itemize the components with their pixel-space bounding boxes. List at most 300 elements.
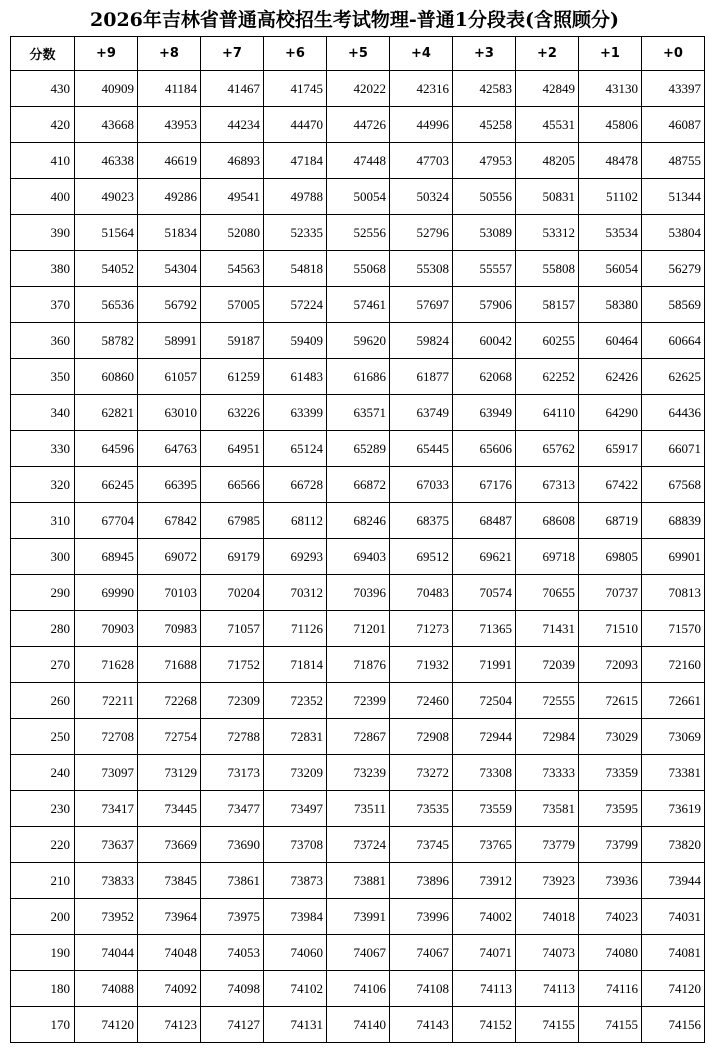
cumulative-count-cell: 73923 xyxy=(516,863,579,899)
table-row xyxy=(11,827,705,863)
cumulative-count-cell: 72708 xyxy=(75,719,138,755)
cumulative-count-cell: 66872 xyxy=(327,467,390,503)
table-row xyxy=(11,683,705,719)
cumulative-count-cell: 65289 xyxy=(327,431,390,467)
cumulative-count-cell: 42583 xyxy=(453,71,516,107)
cumulative-count-cell: 43397 xyxy=(642,71,705,107)
cumulative-count-cell: 73861 xyxy=(201,863,264,899)
cumulative-count-cell: 73912 xyxy=(453,863,516,899)
cumulative-count-cell: 69901 xyxy=(642,539,705,575)
cumulative-count-cell: 74120 xyxy=(642,971,705,1007)
score-cell: 220 xyxy=(11,827,75,863)
table-row xyxy=(11,971,705,1007)
cumulative-count-cell: 73833 xyxy=(75,863,138,899)
cumulative-count-cell: 42849 xyxy=(516,71,579,107)
cumulative-count-cell: 61057 xyxy=(138,359,201,395)
cumulative-count-cell: 56279 xyxy=(642,251,705,287)
cumulative-count-cell: 72160 xyxy=(642,647,705,683)
cumulative-count-cell: 69990 xyxy=(75,575,138,611)
cumulative-count-cell: 52080 xyxy=(201,215,264,251)
score-cell: 210 xyxy=(11,863,75,899)
table-row xyxy=(11,107,705,143)
cumulative-count-cell: 72754 xyxy=(138,719,201,755)
cumulative-count-cell: 59620 xyxy=(327,323,390,359)
cumulative-count-cell: 41745 xyxy=(264,71,327,107)
cumulative-count-cell: 73724 xyxy=(327,827,390,863)
cumulative-count-cell: 74073 xyxy=(516,935,579,971)
cumulative-count-cell: 73308 xyxy=(453,755,516,791)
cumulative-count-cell: 68945 xyxy=(75,539,138,575)
cumulative-count-cell: 72211 xyxy=(75,683,138,719)
cumulative-count-cell: 42316 xyxy=(390,71,453,107)
cumulative-count-cell: 57461 xyxy=(327,287,390,323)
column-header-offset: +8 xyxy=(138,37,201,71)
cumulative-count-cell: 47448 xyxy=(327,143,390,179)
cumulative-count-cell: 57697 xyxy=(390,287,453,323)
cumulative-count-cell: 46087 xyxy=(642,107,705,143)
column-header-offset: +0 xyxy=(642,37,705,71)
table-row xyxy=(11,539,705,575)
cumulative-count-cell: 60255 xyxy=(516,323,579,359)
cumulative-count-cell: 55068 xyxy=(327,251,390,287)
table-header-row xyxy=(11,37,705,71)
score-cell: 250 xyxy=(11,719,75,755)
cumulative-count-cell: 71688 xyxy=(138,647,201,683)
cumulative-count-cell: 73975 xyxy=(201,899,264,935)
cumulative-count-cell: 57224 xyxy=(264,287,327,323)
cumulative-count-cell: 73029 xyxy=(579,719,642,755)
cumulative-count-cell: 55308 xyxy=(390,251,453,287)
cumulative-count-cell: 71365 xyxy=(453,611,516,647)
cumulative-count-cell: 40909 xyxy=(75,71,138,107)
cumulative-count-cell: 69072 xyxy=(138,539,201,575)
cumulative-count-cell: 67985 xyxy=(201,503,264,539)
cumulative-count-cell: 73173 xyxy=(201,755,264,791)
cumulative-count-cell: 63399 xyxy=(264,395,327,431)
score-cell: 400 xyxy=(11,179,75,215)
cumulative-count-cell: 62426 xyxy=(579,359,642,395)
column-header-score: 分数 xyxy=(11,37,75,71)
cumulative-count-cell: 69293 xyxy=(264,539,327,575)
cumulative-count-cell: 68719 xyxy=(579,503,642,539)
cumulative-count-cell: 62625 xyxy=(642,359,705,395)
cumulative-count-cell: 44996 xyxy=(390,107,453,143)
cumulative-count-cell: 72831 xyxy=(264,719,327,755)
cumulative-count-cell: 63571 xyxy=(327,395,390,431)
cumulative-count-cell: 52556 xyxy=(327,215,390,251)
column-header-offset: +7 xyxy=(201,37,264,71)
cumulative-count-cell: 74127 xyxy=(201,1007,264,1043)
cumulative-count-cell: 68608 xyxy=(516,503,579,539)
cumulative-count-cell: 74081 xyxy=(642,935,705,971)
cumulative-count-cell: 73765 xyxy=(453,827,516,863)
cumulative-count-cell: 73669 xyxy=(138,827,201,863)
cumulative-count-cell: 50054 xyxy=(327,179,390,215)
cumulative-count-cell: 73845 xyxy=(138,863,201,899)
score-cell: 190 xyxy=(11,935,75,971)
cumulative-count-cell: 41467 xyxy=(201,71,264,107)
cumulative-count-cell: 72352 xyxy=(264,683,327,719)
score-cell: 260 xyxy=(11,683,75,719)
cumulative-count-cell: 72944 xyxy=(453,719,516,755)
cumulative-count-cell: 44234 xyxy=(201,107,264,143)
table-row xyxy=(11,791,705,827)
cumulative-count-cell: 45258 xyxy=(453,107,516,143)
cumulative-count-cell: 74067 xyxy=(327,935,390,971)
cumulative-count-cell: 44470 xyxy=(264,107,327,143)
cumulative-count-cell: 56792 xyxy=(138,287,201,323)
cumulative-count-cell: 72268 xyxy=(138,683,201,719)
cumulative-count-cell: 72984 xyxy=(516,719,579,755)
cumulative-count-cell: 58380 xyxy=(579,287,642,323)
table-row xyxy=(11,899,705,935)
cumulative-count-cell: 65445 xyxy=(390,431,453,467)
table-row xyxy=(11,611,705,647)
cumulative-count-cell: 73779 xyxy=(516,827,579,863)
score-cell: 310 xyxy=(11,503,75,539)
cumulative-count-cell: 74108 xyxy=(390,971,453,1007)
cumulative-count-cell: 55557 xyxy=(453,251,516,287)
cumulative-count-cell: 44726 xyxy=(327,107,390,143)
cumulative-count-cell: 73996 xyxy=(390,899,453,935)
cumulative-count-cell: 47703 xyxy=(390,143,453,179)
cumulative-count-cell: 71273 xyxy=(390,611,453,647)
cumulative-count-cell: 73964 xyxy=(138,899,201,935)
cumulative-count-cell: 73209 xyxy=(264,755,327,791)
cumulative-count-cell: 65124 xyxy=(264,431,327,467)
cumulative-count-cell: 43953 xyxy=(138,107,201,143)
cumulative-count-cell: 73333 xyxy=(516,755,579,791)
cumulative-count-cell: 71876 xyxy=(327,647,390,683)
column-header-offset: +1 xyxy=(579,37,642,71)
cumulative-count-cell: 64951 xyxy=(201,431,264,467)
table-row xyxy=(11,575,705,611)
cumulative-count-cell: 49788 xyxy=(264,179,327,215)
score-cell: 360 xyxy=(11,323,75,359)
cumulative-count-cell: 69805 xyxy=(579,539,642,575)
cumulative-count-cell: 70574 xyxy=(453,575,516,611)
cumulative-count-cell: 68487 xyxy=(453,503,516,539)
cumulative-count-cell: 73477 xyxy=(201,791,264,827)
cumulative-count-cell: 61877 xyxy=(390,359,453,395)
cumulative-count-cell: 58782 xyxy=(75,323,138,359)
table-row xyxy=(11,1007,705,1043)
table-row xyxy=(11,143,705,179)
cumulative-count-cell: 71570 xyxy=(642,611,705,647)
table-row xyxy=(11,179,705,215)
cumulative-count-cell: 73272 xyxy=(390,755,453,791)
cumulative-count-cell: 50556 xyxy=(453,179,516,215)
cumulative-count-cell: 70204 xyxy=(201,575,264,611)
cumulative-count-cell: 73820 xyxy=(642,827,705,863)
cumulative-count-cell: 68375 xyxy=(390,503,453,539)
cumulative-count-cell: 69621 xyxy=(453,539,516,575)
cumulative-count-cell: 46619 xyxy=(138,143,201,179)
cumulative-count-cell: 74002 xyxy=(453,899,516,935)
table-row xyxy=(11,863,705,899)
cumulative-count-cell: 53804 xyxy=(642,215,705,251)
column-header-offset: +4 xyxy=(390,37,453,71)
cumulative-count-cell: 52796 xyxy=(390,215,453,251)
cumulative-count-cell: 67704 xyxy=(75,503,138,539)
cumulative-count-cell: 70813 xyxy=(642,575,705,611)
cumulative-count-cell: 43130 xyxy=(579,71,642,107)
cumulative-count-cell: 74071 xyxy=(453,935,516,971)
cumulative-count-cell: 51102 xyxy=(579,179,642,215)
cumulative-count-cell: 72867 xyxy=(327,719,390,755)
cumulative-count-cell: 69403 xyxy=(327,539,390,575)
cumulative-count-cell: 67568 xyxy=(642,467,705,503)
cumulative-count-cell: 73799 xyxy=(579,827,642,863)
cumulative-count-cell: 70483 xyxy=(390,575,453,611)
cumulative-count-cell: 74060 xyxy=(264,935,327,971)
cumulative-count-cell: 72661 xyxy=(642,683,705,719)
cumulative-count-cell: 73690 xyxy=(201,827,264,863)
cumulative-count-cell: 72615 xyxy=(579,683,642,719)
column-header-offset: +9 xyxy=(75,37,138,71)
cumulative-count-cell: 73595 xyxy=(579,791,642,827)
cumulative-count-cell: 74113 xyxy=(516,971,579,1007)
cumulative-count-cell: 56536 xyxy=(75,287,138,323)
cumulative-count-cell: 72309 xyxy=(201,683,264,719)
cumulative-count-cell: 74098 xyxy=(201,971,264,1007)
cumulative-count-cell: 60042 xyxy=(453,323,516,359)
cumulative-count-cell: 72908 xyxy=(390,719,453,755)
score-cell: 280 xyxy=(11,611,75,647)
cumulative-count-cell: 71510 xyxy=(579,611,642,647)
cumulative-count-cell: 74113 xyxy=(453,971,516,1007)
cumulative-count-cell: 74018 xyxy=(516,899,579,935)
cumulative-count-cell: 67422 xyxy=(579,467,642,503)
table-row xyxy=(11,251,705,287)
cumulative-count-cell: 74123 xyxy=(138,1007,201,1043)
cumulative-count-cell: 73936 xyxy=(579,863,642,899)
score-cell: 420 xyxy=(11,107,75,143)
score-cell: 430 xyxy=(11,71,75,107)
cumulative-count-cell: 54052 xyxy=(75,251,138,287)
cumulative-count-cell: 48205 xyxy=(516,143,579,179)
cumulative-count-cell: 73511 xyxy=(327,791,390,827)
cumulative-count-cell: 57005 xyxy=(201,287,264,323)
cumulative-count-cell: 73896 xyxy=(390,863,453,899)
table-body xyxy=(11,71,705,1043)
cumulative-count-cell: 72504 xyxy=(453,683,516,719)
cumulative-count-cell: 66071 xyxy=(642,431,705,467)
cumulative-count-cell: 55808 xyxy=(516,251,579,287)
cumulative-count-cell: 47184 xyxy=(264,143,327,179)
score-cell: 180 xyxy=(11,971,75,1007)
cumulative-count-cell: 51564 xyxy=(75,215,138,251)
column-header-offset: +5 xyxy=(327,37,390,71)
cumulative-count-cell: 54818 xyxy=(264,251,327,287)
cumulative-count-cell: 70737 xyxy=(579,575,642,611)
score-cell: 320 xyxy=(11,467,75,503)
cumulative-count-cell: 65917 xyxy=(579,431,642,467)
cumulative-count-cell: 71991 xyxy=(453,647,516,683)
cumulative-count-cell: 64290 xyxy=(579,395,642,431)
cumulative-count-cell: 74080 xyxy=(579,935,642,971)
cumulative-count-cell: 65606 xyxy=(453,431,516,467)
cumulative-count-cell: 74088 xyxy=(75,971,138,1007)
cumulative-count-cell: 74152 xyxy=(453,1007,516,1043)
cumulative-count-cell: 73637 xyxy=(75,827,138,863)
cumulative-count-cell: 71814 xyxy=(264,647,327,683)
cumulative-count-cell: 51344 xyxy=(642,179,705,215)
score-cell: 170 xyxy=(11,1007,75,1043)
cumulative-count-cell: 73619 xyxy=(642,791,705,827)
score-cell: 300 xyxy=(11,539,75,575)
cumulative-count-cell: 65762 xyxy=(516,431,579,467)
cumulative-count-cell: 73239 xyxy=(327,755,390,791)
cumulative-count-cell: 45806 xyxy=(579,107,642,143)
cumulative-count-cell: 59187 xyxy=(201,323,264,359)
table-row xyxy=(11,755,705,791)
cumulative-count-cell: 52335 xyxy=(264,215,327,251)
cumulative-count-cell: 48755 xyxy=(642,143,705,179)
cumulative-count-cell: 54304 xyxy=(138,251,201,287)
cumulative-count-cell: 46338 xyxy=(75,143,138,179)
cumulative-count-cell: 74120 xyxy=(75,1007,138,1043)
cumulative-count-cell: 73359 xyxy=(579,755,642,791)
cumulative-count-cell: 70983 xyxy=(138,611,201,647)
score-cell: 230 xyxy=(11,791,75,827)
cumulative-count-cell: 74023 xyxy=(579,899,642,935)
cumulative-count-cell: 74156 xyxy=(642,1007,705,1043)
column-header-offset: +3 xyxy=(453,37,516,71)
table-row xyxy=(11,647,705,683)
cumulative-count-cell: 67842 xyxy=(138,503,201,539)
score-cell: 350 xyxy=(11,359,75,395)
score-cell: 390 xyxy=(11,215,75,251)
cumulative-count-cell: 50324 xyxy=(390,179,453,215)
cumulative-count-cell: 73069 xyxy=(642,719,705,755)
cumulative-count-cell: 71057 xyxy=(201,611,264,647)
cumulative-count-cell: 45531 xyxy=(516,107,579,143)
cumulative-count-cell: 74131 xyxy=(264,1007,327,1043)
column-header-offset: +6 xyxy=(264,37,327,71)
cumulative-count-cell: 70312 xyxy=(264,575,327,611)
cumulative-count-cell: 74116 xyxy=(579,971,642,1007)
score-cell: 330 xyxy=(11,431,75,467)
cumulative-count-cell: 61259 xyxy=(201,359,264,395)
cumulative-count-cell: 74155 xyxy=(516,1007,579,1043)
table-row xyxy=(11,71,705,107)
cumulative-count-cell: 59824 xyxy=(390,323,453,359)
page-title: 2026年吉林省普通高校招生考试物理-普通1分段表(含照顾分) xyxy=(90,9,619,31)
cumulative-count-cell: 74143 xyxy=(390,1007,453,1043)
cumulative-count-cell: 58991 xyxy=(138,323,201,359)
cumulative-count-cell: 61483 xyxy=(264,359,327,395)
cumulative-count-cell: 73559 xyxy=(453,791,516,827)
cumulative-count-cell: 68839 xyxy=(642,503,705,539)
cumulative-count-cell: 71201 xyxy=(327,611,390,647)
cumulative-count-cell: 69718 xyxy=(516,539,579,575)
cumulative-count-cell: 72788 xyxy=(201,719,264,755)
cumulative-count-cell: 73952 xyxy=(75,899,138,935)
cumulative-count-cell: 59409 xyxy=(264,323,327,359)
cumulative-count-cell: 71752 xyxy=(201,647,264,683)
cumulative-count-cell: 74044 xyxy=(75,935,138,971)
cumulative-count-cell: 53534 xyxy=(579,215,642,251)
cumulative-count-cell: 74092 xyxy=(138,971,201,1007)
cumulative-count-cell: 73991 xyxy=(327,899,390,935)
cumulative-count-cell: 71431 xyxy=(516,611,579,647)
cumulative-count-cell: 73381 xyxy=(642,755,705,791)
table-row xyxy=(11,395,705,431)
cumulative-count-cell: 74031 xyxy=(642,899,705,935)
cumulative-count-cell: 74053 xyxy=(201,935,264,971)
cumulative-count-cell: 71126 xyxy=(264,611,327,647)
table-row xyxy=(11,287,705,323)
cumulative-count-cell: 69512 xyxy=(390,539,453,575)
cumulative-count-cell: 64596 xyxy=(75,431,138,467)
cumulative-count-cell: 73944 xyxy=(642,863,705,899)
table-row xyxy=(11,215,705,251)
cumulative-count-cell: 70103 xyxy=(138,575,201,611)
cumulative-count-cell: 63949 xyxy=(453,395,516,431)
score-cell: 370 xyxy=(11,287,75,323)
cumulative-count-cell: 60860 xyxy=(75,359,138,395)
cumulative-count-cell: 41184 xyxy=(138,71,201,107)
cumulative-count-cell: 70903 xyxy=(75,611,138,647)
score-cell: 200 xyxy=(11,899,75,935)
cumulative-count-cell: 51834 xyxy=(138,215,201,251)
cumulative-count-cell: 66395 xyxy=(138,467,201,503)
cumulative-count-cell: 47953 xyxy=(453,143,516,179)
cumulative-count-cell: 69179 xyxy=(201,539,264,575)
cumulative-count-cell: 49286 xyxy=(138,179,201,215)
cumulative-count-cell: 71932 xyxy=(390,647,453,683)
cumulative-count-cell: 67033 xyxy=(390,467,453,503)
cumulative-count-cell: 53089 xyxy=(453,215,516,251)
cumulative-count-cell: 42022 xyxy=(327,71,390,107)
table-row xyxy=(11,323,705,359)
cumulative-count-cell: 70655 xyxy=(516,575,579,611)
cumulative-count-cell: 73497 xyxy=(264,791,327,827)
cumulative-count-cell: 54563 xyxy=(201,251,264,287)
score-cell: 270 xyxy=(11,647,75,683)
cumulative-count-cell: 49541 xyxy=(201,179,264,215)
cumulative-count-cell: 61686 xyxy=(327,359,390,395)
cumulative-count-cell: 73097 xyxy=(75,755,138,791)
cumulative-count-cell: 73129 xyxy=(138,755,201,791)
cumulative-count-cell: 74106 xyxy=(327,971,390,1007)
cumulative-count-cell: 73881 xyxy=(327,863,390,899)
cumulative-count-cell: 73708 xyxy=(264,827,327,863)
cumulative-count-cell: 66728 xyxy=(264,467,327,503)
cumulative-count-cell: 72555 xyxy=(516,683,579,719)
cumulative-count-cell: 49023 xyxy=(75,179,138,215)
table-row xyxy=(11,719,705,755)
cumulative-count-cell: 74140 xyxy=(327,1007,390,1043)
score-cell: 290 xyxy=(11,575,75,611)
cumulative-count-cell: 67176 xyxy=(453,467,516,503)
cumulative-count-cell: 68112 xyxy=(264,503,327,539)
cumulative-count-cell: 63226 xyxy=(201,395,264,431)
cumulative-count-cell: 58157 xyxy=(516,287,579,323)
cumulative-count-cell: 74048 xyxy=(138,935,201,971)
cumulative-count-cell: 67313 xyxy=(516,467,579,503)
cumulative-count-cell: 57906 xyxy=(453,287,516,323)
column-header-offset: +2 xyxy=(516,37,579,71)
cumulative-count-cell: 74102 xyxy=(264,971,327,1007)
cumulative-count-cell: 58569 xyxy=(642,287,705,323)
cumulative-count-cell: 73745 xyxy=(390,827,453,863)
cumulative-count-cell: 64110 xyxy=(516,395,579,431)
score-cell: 340 xyxy=(11,395,75,431)
cumulative-count-cell: 71628 xyxy=(75,647,138,683)
score-cell: 410 xyxy=(11,143,75,179)
